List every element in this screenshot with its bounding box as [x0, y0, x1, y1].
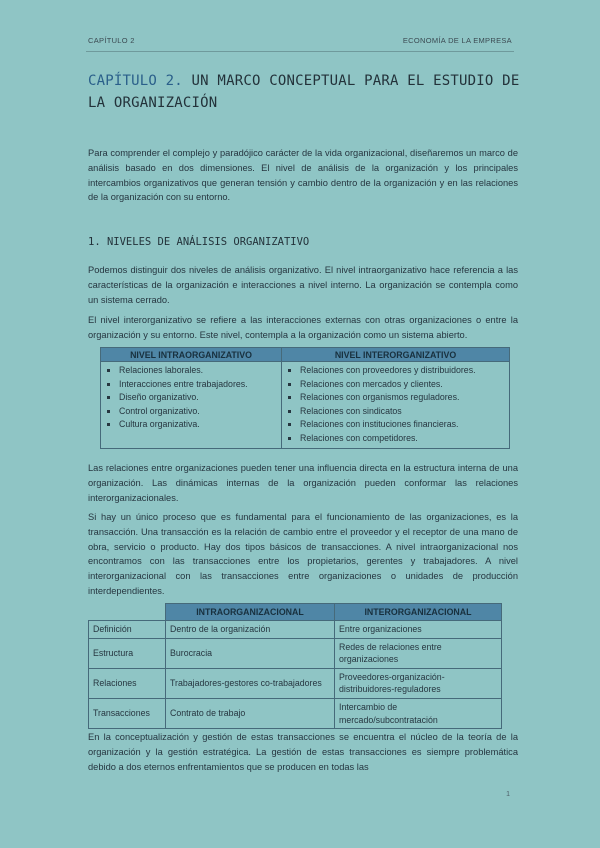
chapter-title [88, 70, 528, 114]
table-row [89, 698, 502, 728]
header-intra: NIVEL INTRAORGANIZATIVO [101, 348, 282, 362]
cell-inter: Proveedores-organización-distribuidores-reguladores [335, 668, 502, 698]
list-item: ▪ Relaciones con instituciones financieras. [300, 418, 505, 432]
cell-inter: Intercambio de mercado/subcontratación [335, 698, 502, 728]
list-item: ▪ Cultura organizativa. [119, 418, 277, 432]
intro-paragraph: Para comprender el complejo y paradójico carácter de la vida organizacional, diseñaremos un marco de análisis basado en dos dimensiones. El nivel de análisis de la organización y los principales intercambios organizativos que generan tensión y cambio dentro de la organización y en las relaciones de la organización con su entorno. [88, 148, 518, 203]
header-interorganizacional: INTERORGANIZACIONAL [335, 604, 502, 621]
table-row [89, 621, 502, 639]
section-heading: 1. NIVELES DE ANÁLISIS ORGANIZATIVO [88, 236, 310, 248]
list-item: ▪ Control organizativo. [119, 405, 277, 419]
paragraph-conceptualization: En la conceptualización y gestión de estas transacciones se encuentra el núcleo de la teoría de la organización y la gestión estratégica. La gestión de estas transacciones es siempre problemática debido a dos eternos enfrentamientos que se producen en todas las [88, 732, 518, 772]
paragraph-relations: Las relaciones entre organizaciones pueden tener una influencia directa en la estructura interna de una organización. Las dinámicas internas de la organización pueden conformar las relaciones interorganizacionales. [88, 463, 518, 503]
cell-inter: Entre organizaciones [335, 621, 502, 639]
inter-list [286, 364, 505, 446]
list-item: ▪ Relaciones con organismos reguladores. [300, 391, 505, 405]
list-item: ▪ Relaciones con proveedores y distribuidores. [300, 364, 505, 378]
row-label: Relaciones [89, 668, 166, 698]
row-label: Definición [89, 621, 166, 639]
list-item: ▪ Relaciones con competidores. [300, 432, 505, 446]
list-item: ▪ Interacciones entre trabajadores. [119, 378, 277, 392]
paragraph-levels: Podemos distinguir dos niveles de análisis organizativo. El nivel intraorganizativo hace referencia a las características de la organización e interacciones a nivel interno. La organización se contempla como un sistema cerrado. [88, 265, 518, 305]
paragraph-transactions: Si hay un único proceso que es fundamental para el funcionamiento de las organizaciones, es la transacción. Una transacción es la relación de cambio entre el proveedor y el receptor de una mano de obra, servicio o producto. Hay dos tipos básicos de transacciones. A nivel intraorganizacional nos encontramos con las transacciones entre los propietarios, gerentes y trabajadores. A nivel interorganizacional con las transacciones entre organizaciones o unidades de producción interdependientes. [88, 512, 518, 596]
header-intraorganizacional: INTRAORGANIZACIONAL [166, 604, 335, 621]
header-inter: NIVEL INTERORGANIZATIVO [282, 348, 510, 362]
intra-list [105, 364, 277, 432]
corner-cell [89, 604, 166, 621]
cell-intra: Burocracia [166, 638, 335, 668]
running-header-chapter: CAPÍTULO 2 [88, 36, 135, 45]
list-item: ▪ Relaciones laborales. [119, 364, 277, 378]
row-label: Transacciones [89, 698, 166, 728]
list-item: ▪ Relaciones con sindicatos [300, 405, 505, 419]
levels-table [100, 347, 510, 449]
running-header-subject: ECONOMÍA DE LA EMPRESA [402, 36, 512, 45]
transactions-table [88, 603, 502, 729]
cell-inter: Redes de relaciones entre organizaciones [335, 638, 502, 668]
list-item: ▪ Relaciones con mercados y clientes. [300, 378, 505, 392]
table-row [89, 638, 502, 668]
inter-list-cell [282, 362, 510, 449]
page-number: 1 [506, 791, 510, 798]
cell-intra: Dentro de la organización [166, 621, 335, 639]
cell-intra: Contrato de trabajo [166, 698, 335, 728]
intra-list-cell [101, 362, 282, 449]
table-row [89, 668, 502, 698]
chapter-number: CAPÍTULO 2. [88, 73, 183, 89]
row-label: Estructura [89, 638, 166, 668]
cell-intra: Trabajadores-gestores co-trabajadores [166, 668, 335, 698]
list-item: ▪ Diseño organizativo. [119, 391, 277, 405]
chapter-title-text: UN MARCO CONCEPTUAL PARA EL ESTUDIO DE LA ORGANIZACIÓN [88, 73, 520, 111]
paragraph-interorganizational: El nivel interorganizativo se refiere a las interacciones externas con otras organizaciones o entre la organización y su entorno. Este nivel, contempla a la organización como un sistema abierto. [88, 315, 518, 340]
header-divider [86, 51, 514, 52]
